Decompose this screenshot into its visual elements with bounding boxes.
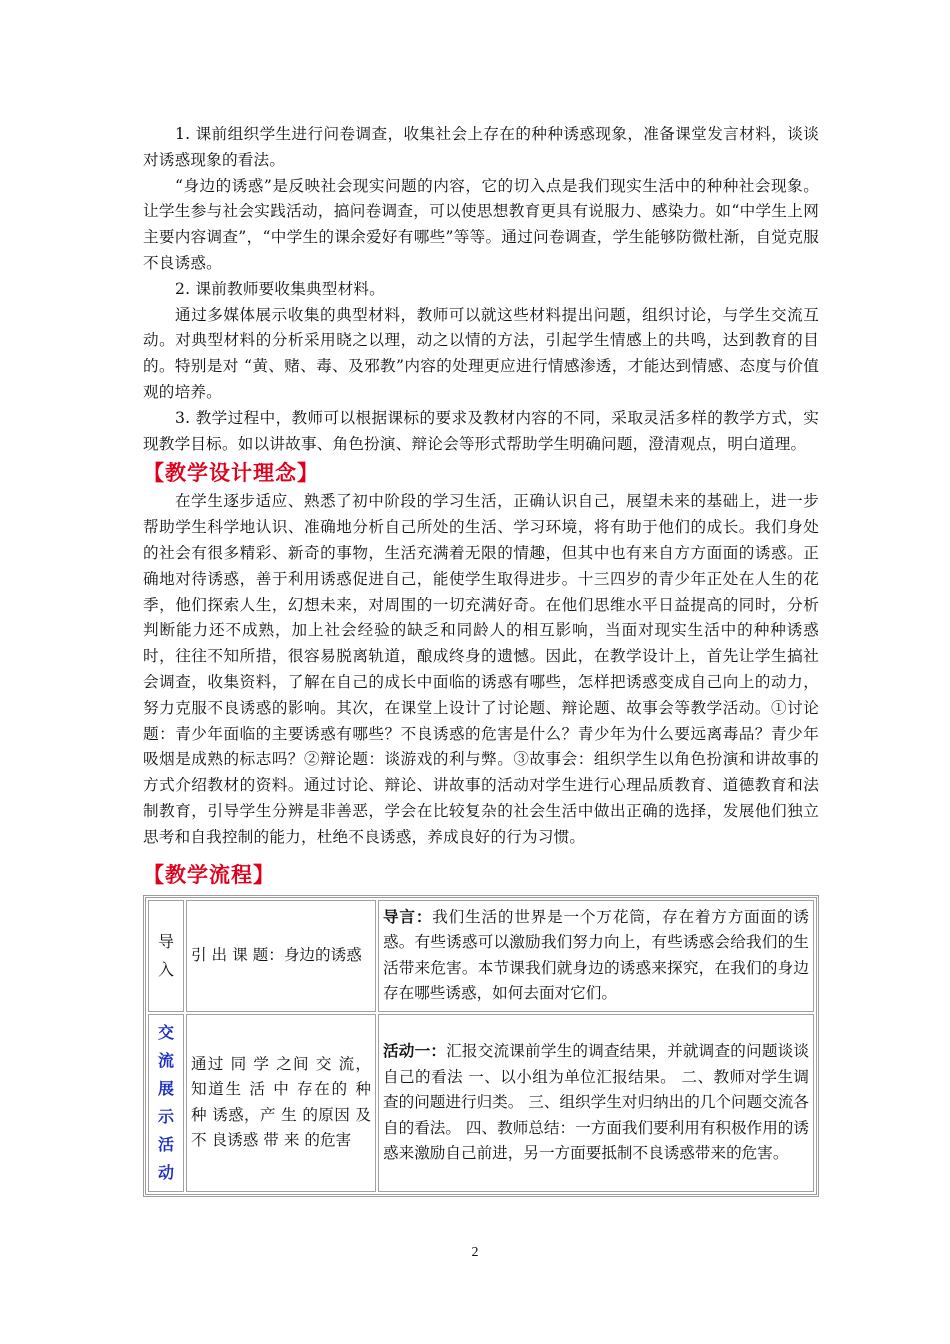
stage-char: 流 [157, 1050, 174, 1070]
page-number: 2 [471, 1245, 479, 1260]
page-content [143, 122, 819, 1197]
goal-cell: 通过 同 学 之间 交 流，知道生 活 中 存在的 种 种 诱惑，产 生 的原因 及 不 良诱惑 带 来 的危害 [186, 1014, 376, 1192]
detail-cell [378, 900, 814, 1012]
stage-cell [148, 900, 184, 1012]
stage-char: 入 [157, 959, 174, 979]
stage-char: 展 [157, 1078, 174, 1098]
goal-cell: 引 出 课 题：身边的诱惑 [186, 900, 376, 1012]
detail-label: 导言： [383, 907, 433, 926]
teaching-flow-table [143, 895, 819, 1197]
table-row [148, 1014, 814, 1192]
stage-cell [148, 1014, 184, 1192]
table-row [148, 900, 814, 1012]
paragraph-temptation-intro: “身边的诱惑”是反映社会现实问题的内容，它的切入点是我们现实生活中的种种社会现象。让学生参与社会实践活动，搞问卷调查，可以使思想教育更具有说服力、感染力。如“中学生上网主要内容调查”，“中学生的课余爱好有哪些”等等。通过问卷调查，学生能够防微杜渐，自觉克服不良诱惑。 [143, 176, 819, 272]
paragraph-collect-materials: 2. 课前教师要收集典型材料。 [175, 279, 385, 298]
stage-char: 活 [157, 1134, 174, 1154]
paragraph-survey: 1. 课前组织学生进行问卷调查，收集社会上存在的种种诱惑现象，准备课堂发言材料，谈谈对诱惑现象的看法。 [143, 125, 819, 169]
stage-char: 动 [157, 1162, 174, 1182]
section-heading-teaching-flow: 【教学流程】 [143, 862, 275, 887]
detail-text: 我们生活的世界是一个万花筒，存在着方方面面的诱惑。有些诱惑可以激励我们努力向上，有些诱惑会给我们的生活带来危害。本节课我们就身边的诱惑来探究，在我们的身边存在哪些诱惑，如何去面对它们。 [383, 907, 809, 1003]
detail-text: 汇报交流课前学生的调查结果，并就调查的问题谈谈自己的看法 一、以小组为单位汇报结果。 二、教师对学生调查的问题进行归类。 三、组织学生对归纳出的几个问题交流各自的看法。 四、教师总结：一方面我们要利用有积极作用的诱惑来激励自己前进，另一方面要抵制不良诱惑带来的危害。 [383, 1041, 809, 1163]
detail-label: 活动一： [383, 1041, 447, 1060]
paragraph-multimedia: 通过多媒体展示收集的典型材料，教师可以就这些材料提出问题，组织讨论，与学生交流互动。对典型材料的分析采用晓之以理，动之以情的方法，引起学生情感上的共鸣，达到教育的目的。特别是对 “黄、赌、毒、及邪教”内容的处理更应进行情感渗透，才能达到情感、态度与价值观的培养。 [143, 305, 819, 401]
paragraph-design-concept: 在学生逐步适应、熟悉了初中阶段的学习生活，正确认识自己，展望未来的基础上，进一步帮助学生科学地认识、准确地分析自己所处的生活、学习环境，将有助于他们的成长。我们身处的社会有很多精彩、新奇的事物，生活充满着无限的情趣，但其中也有来自方方面面的诱惑。正确地对待诱惑，善于利用诱惑促进自己，能使学生取得进步。十三四岁的青少年正处在人生的花季，他们探索人生，幻想未来，对周围的一切充满好奇。在他们思维水平日益提高的同时，分析判断能力还不成熟，加上社会经验的缺乏和同龄人的相互影响，当面对现实生活中的种种诱惑时，往往不知所措，很容易脱离轨道，酿成终身的遗憾。因此，在教学设计上，首先让学生搞社会调查，收集资料，了解在自己的成长中面临的诱惑有哪些，怎样把诱惑变成自己向上的动力，努力克服不良诱惑的影响。其次，在课堂上设计了讨论题、辩论题、故事会等教学活动。①讨论题：青少年面临的主要诱惑有哪些？不良诱惑的危害是什么？青少年为什么要远离毒品？青少年吸烟是成熟的标志吗？②辩论题：谈游戏的利与弊。③故事会：组织学生以角色扮演和讲故事的方式介绍教材的资料。通过讨论、辩论、讲故事的活动对学生进行心理品质教育、道德教育和法制教育，引导学生分辨是非善恶，学会在比较复杂的社会生活中做出正确的选择，发展他们独立思考和自我控制的能力，杜绝不良诱惑，养成良好的行为习惯。 [143, 492, 819, 846]
paragraph-teaching-process: 3. 教学过程中，教师可以根据课标的要求及教材内容的不同，采取灵活多样的教学方式，实现教学目标。如以讲故事、角色扮演、辩论会等形式帮助学生明确问题，澄清观点，明白道理。 [143, 408, 819, 453]
stage-char: 交 [157, 1022, 174, 1042]
section-heading-design-concept: 【教学设计理念】 [143, 461, 319, 486]
detail-cell [378, 1014, 814, 1192]
stage-char: 示 [157, 1106, 174, 1126]
stage-char: 导 [157, 931, 174, 951]
